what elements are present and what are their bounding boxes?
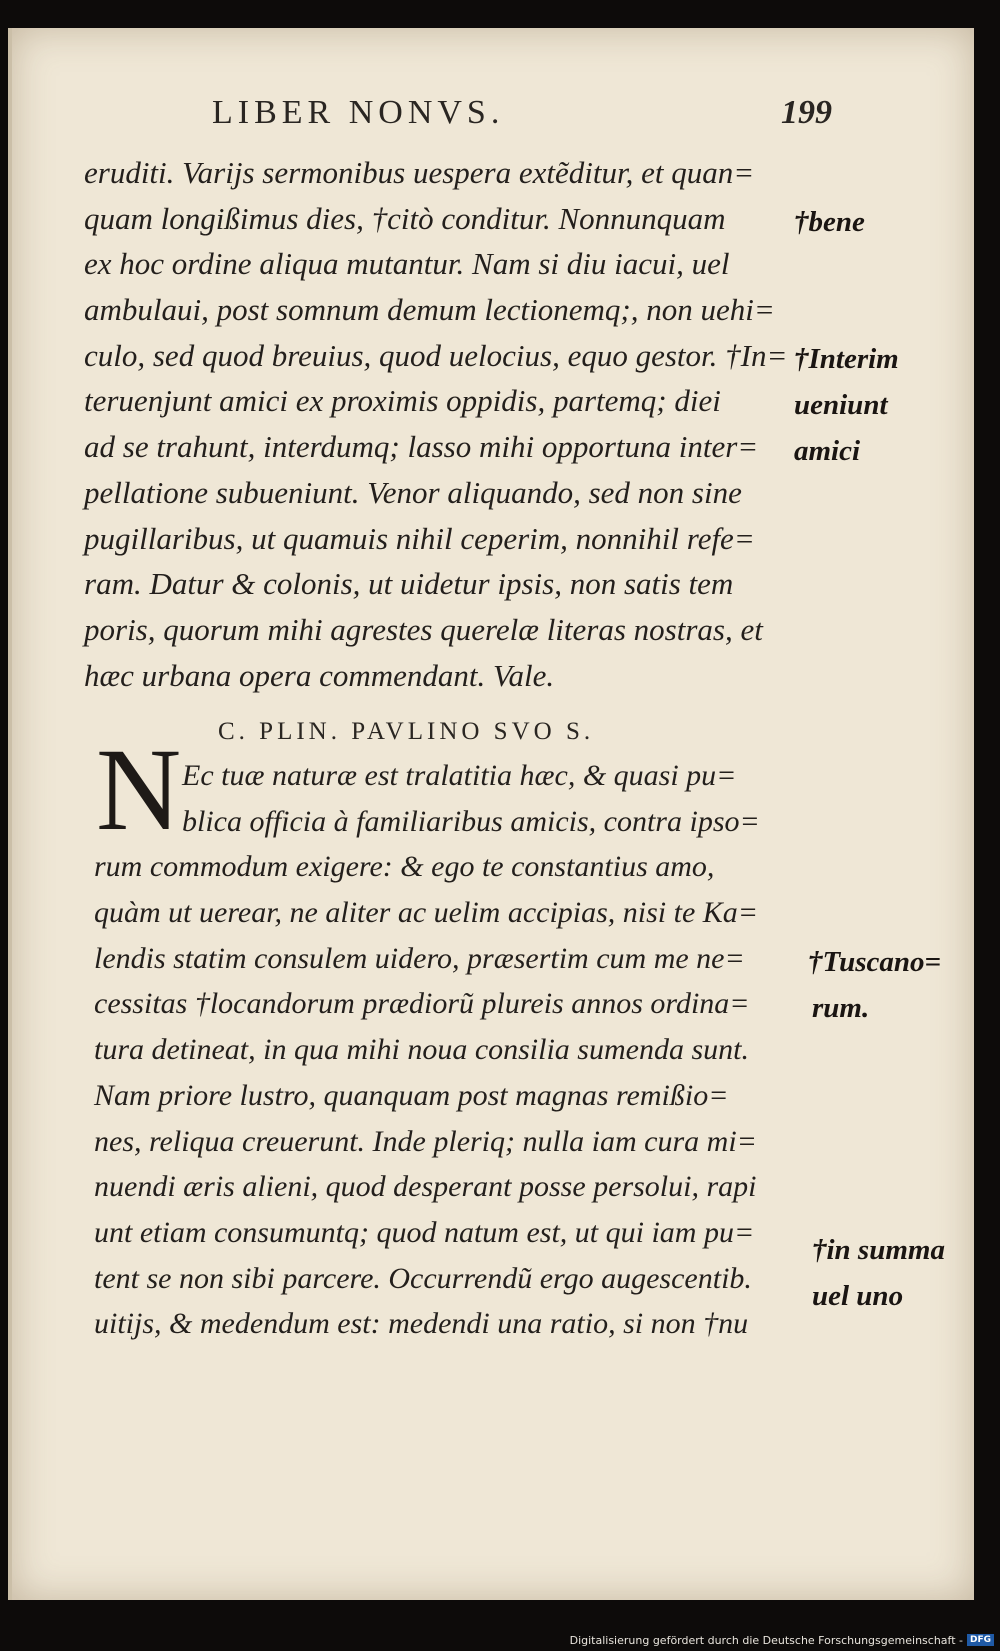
text-line: tent se non sibi parcere. Occurrendũ ergo augescentib.	[94, 1261, 752, 1295]
text-line: lendis statim consulem uidero, præsertim cum me ne=	[94, 941, 745, 975]
margin-note: rum.	[812, 992, 870, 1024]
letter-text-block-1	[84, 150, 788, 698]
margin-note: †Interim	[794, 343, 899, 375]
text-line: nes, reliqua creuerunt. Inde pleriq; nulla iam cura mi=	[94, 1124, 757, 1158]
letter-text-block-2	[94, 753, 794, 1347]
text-line: ambulaui, post somnum demum lectionemq;, non uehi=	[84, 292, 775, 328]
text-line: Nam priore lustro, quanquam post magnas remißio=	[94, 1078, 729, 1112]
margin-note: uel uno	[812, 1280, 904, 1312]
text-line: pugillaribus, ut quamuis nihil ceperim, nonnihil refe=	[84, 520, 755, 556]
text-line: poris, quorum mihi agrestes querelæ literas nostras, et	[84, 611, 763, 647]
margin-note: †in summa	[812, 1234, 945, 1266]
text-line: unt etiam consumuntq; quod natum est, ut qui iam pu=	[94, 1215, 755, 1249]
text-line: tura detineat, in qua mihi noua consilia sumenda sunt.	[94, 1033, 749, 1067]
text-line: ram. Datur & colonis, ut uidetur ipsis, non satis tem	[84, 566, 734, 602]
text-line: rum commodum exigere: & ego te constantius amo,	[94, 850, 715, 884]
letter-heading: C. PLIN. PAVLINO SVO S.	[218, 718, 595, 745]
page-number: 199	[781, 94, 832, 131]
margin-note: †bene	[794, 206, 865, 238]
text-line: quam longißimus dies, †citò conditur. Nonnunquam	[84, 200, 726, 236]
text-line: teruenjunt amici ex proximis oppidis, partemq; diei	[84, 383, 721, 419]
text-line: Ec tuæ naturæ est tralatitia hæc, & quasi pu=	[182, 759, 737, 792]
drop-cap-initial: N	[96, 724, 182, 855]
dfg-badge: DFG	[967, 1634, 994, 1646]
text-line: culo, sed quod breuius, quod uelocius, equo gestor. †In=	[84, 337, 788, 373]
margin-note: amici	[794, 435, 861, 467]
margin-note: ueniunt	[794, 389, 888, 421]
footer-text: Digitalisierung gefördert durch die Deutsche Forschungsgemeinschaft -	[569, 1633, 963, 1647]
text-line: quàm ut uerear, ne aliter ac uelim accipias, nisi te Ka=	[94, 896, 759, 930]
text-line: nuendi æris alieni, quod desperant posse persolui, rapi	[94, 1170, 757, 1204]
text-line: uitijs, & medendum est: medendi una ratio, si non †nu	[94, 1307, 749, 1341]
text-line: hæc urbana opera commendant. Vale.	[84, 657, 555, 693]
text-line: ad se trahunt, interdumq; lasso mihi opportuna inter=	[84, 429, 759, 465]
text-line: blica officia à familiaribus amicis, contra ipso=	[182, 804, 760, 838]
margin-note: †Tuscano=	[808, 946, 942, 978]
text-line: pellatione subueniunt. Venor aliquando, sed non sine	[84, 474, 742, 510]
text-line: ex hoc ordine aliqua mutantur. Nam si diu iacui, uel	[84, 246, 730, 282]
digitization-footer	[570, 1631, 994, 1649]
running-header	[212, 94, 832, 132]
text-line: cessitas †locandorum prædiorũ plureis annos ordina=	[94, 987, 750, 1021]
header-title: LIBER NONVS.	[212, 94, 505, 131]
text-line: eruditi. Varijs sermonibus uespera extẽditur, et quan=	[84, 155, 755, 190]
book-page	[8, 28, 974, 1600]
